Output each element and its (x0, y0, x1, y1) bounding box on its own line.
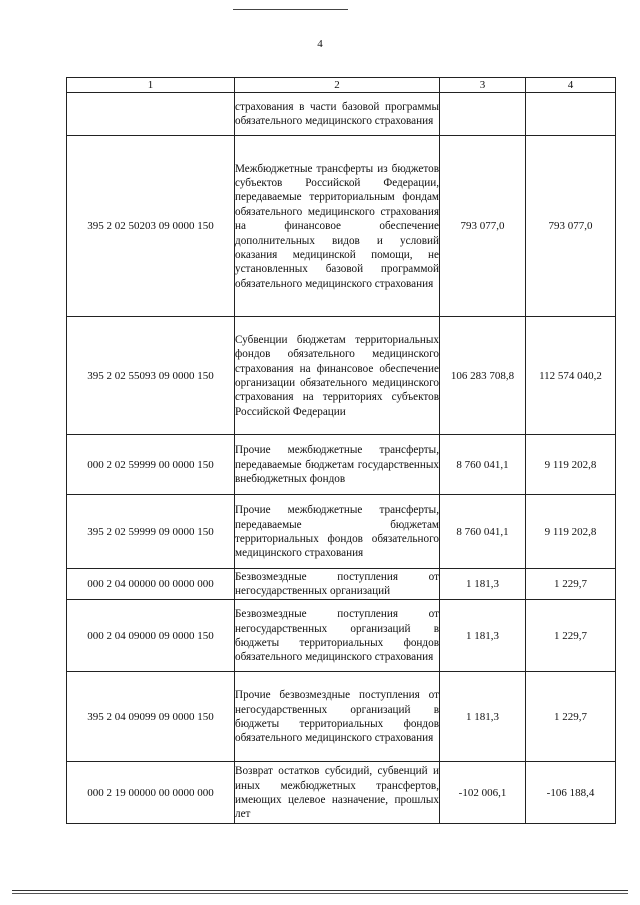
table-row (67, 672, 616, 762)
amount-col3-cell (440, 93, 526, 136)
amount-col3-cell: 106 283 708,8 (440, 317, 526, 435)
description-cell: Прочие безвозмездные поступления от негосударственных организаций в бюджеты территориальных фондов обязательного медицинского страхования (235, 672, 440, 762)
description-cell: Прочие межбюджетные трансферты, передаваемые бюджетам государственных внебюджетных фондов (235, 435, 440, 495)
description-cell: Безвозмездные поступления от негосударственных организаций (235, 569, 440, 600)
amount-col4-cell (526, 93, 616, 136)
amount-col3-cell: 8 760 041,1 (440, 435, 526, 495)
description-cell: Прочие межбюджетные трансферты, передаваемые бюджетам территориальных фондов обязательного медицинского страхования (235, 495, 440, 569)
bottom-scan-line-thin (12, 893, 628, 894)
budget-code-cell: 000 2 04 00000 00 0000 000 (67, 569, 235, 600)
amount-col3-cell: 1 181,3 (440, 672, 526, 762)
table-row (67, 569, 616, 600)
description-cell: Субвенции бюджетам территориальных фондов обязательного медицинского страхования на финансовое обеспечение организации обязательного медицинского страхования на территориях субъектов Российской Федерации (235, 317, 440, 435)
budget-code-cell (67, 93, 235, 136)
page-number: 4 (317, 38, 323, 50)
description-cell: Безвозмездные поступления от негосударственных организаций в бюджеты территориальных фондов обязательного медицинского страхования (235, 600, 440, 672)
budget-code-cell: 395 2 04 09099 09 0000 150 (67, 672, 235, 762)
amount-col4-cell: 793 077,0 (526, 136, 616, 317)
bottom-scan-line (12, 890, 628, 891)
budget-table (66, 77, 616, 824)
column-header-3: 3 (440, 78, 526, 93)
table-row (67, 495, 616, 569)
amount-col3-cell: 8 760 041,1 (440, 495, 526, 569)
top-edge-line (233, 9, 348, 10)
amount-col4-cell: -106 188,4 (526, 762, 616, 824)
amount-col4-cell: 9 119 202,8 (526, 435, 616, 495)
amount-col4-cell: 112 574 040,2 (526, 317, 616, 435)
table-row (67, 435, 616, 495)
amount-col4-cell: 1 229,7 (526, 600, 616, 672)
description-cell: Межбюджетные трансферты из бюджетов субъектов Российской Федерации, передаваемые территориальным фондам обязательного медицинского страхования на финансовое обеспечение дополнительных видов и условий оказания медицинской помощи, не установленных базовой программой обязательного медицинского страхования (235, 136, 440, 317)
amount-col4-cell: 9 119 202,8 (526, 495, 616, 569)
column-header-2: 2 (235, 78, 440, 93)
amount-col3-cell: 793 077,0 (440, 136, 526, 317)
table-header-row (67, 78, 616, 93)
budget-code-cell: 395 2 02 59999 09 0000 150 (67, 495, 235, 569)
table-row (67, 317, 616, 435)
budget-code-cell: 000 2 04 09000 09 0000 150 (67, 600, 235, 672)
column-header-4: 4 (526, 78, 616, 93)
table-row (67, 762, 616, 824)
budget-code-cell: 000 2 02 59999 00 0000 150 (67, 435, 235, 495)
column-header-1: 1 (67, 78, 235, 93)
amount-col4-cell: 1 229,7 (526, 672, 616, 762)
amount-col3-cell: 1 181,3 (440, 600, 526, 672)
budget-code-cell: 000 2 19 00000 00 0000 000 (67, 762, 235, 824)
table-row (67, 136, 616, 317)
budget-code-cell: 395 2 02 55093 09 0000 150 (67, 317, 235, 435)
table-row (67, 93, 616, 136)
description-cell: страхования в части базовой программы обязательного медицинского страхования (235, 93, 440, 136)
amount-col3-cell: 1 181,3 (440, 569, 526, 600)
table-row (67, 600, 616, 672)
budget-code-cell: 395 2 02 50203 09 0000 150 (67, 136, 235, 317)
amount-col3-cell: -102 006,1 (440, 762, 526, 824)
description-cell: Возврат остатков субсидий, субвенций и иных межбюджетных трансфертов, имеющих целевое назначение, прошлых лет (235, 762, 440, 824)
amount-col4-cell: 1 229,7 (526, 569, 616, 600)
